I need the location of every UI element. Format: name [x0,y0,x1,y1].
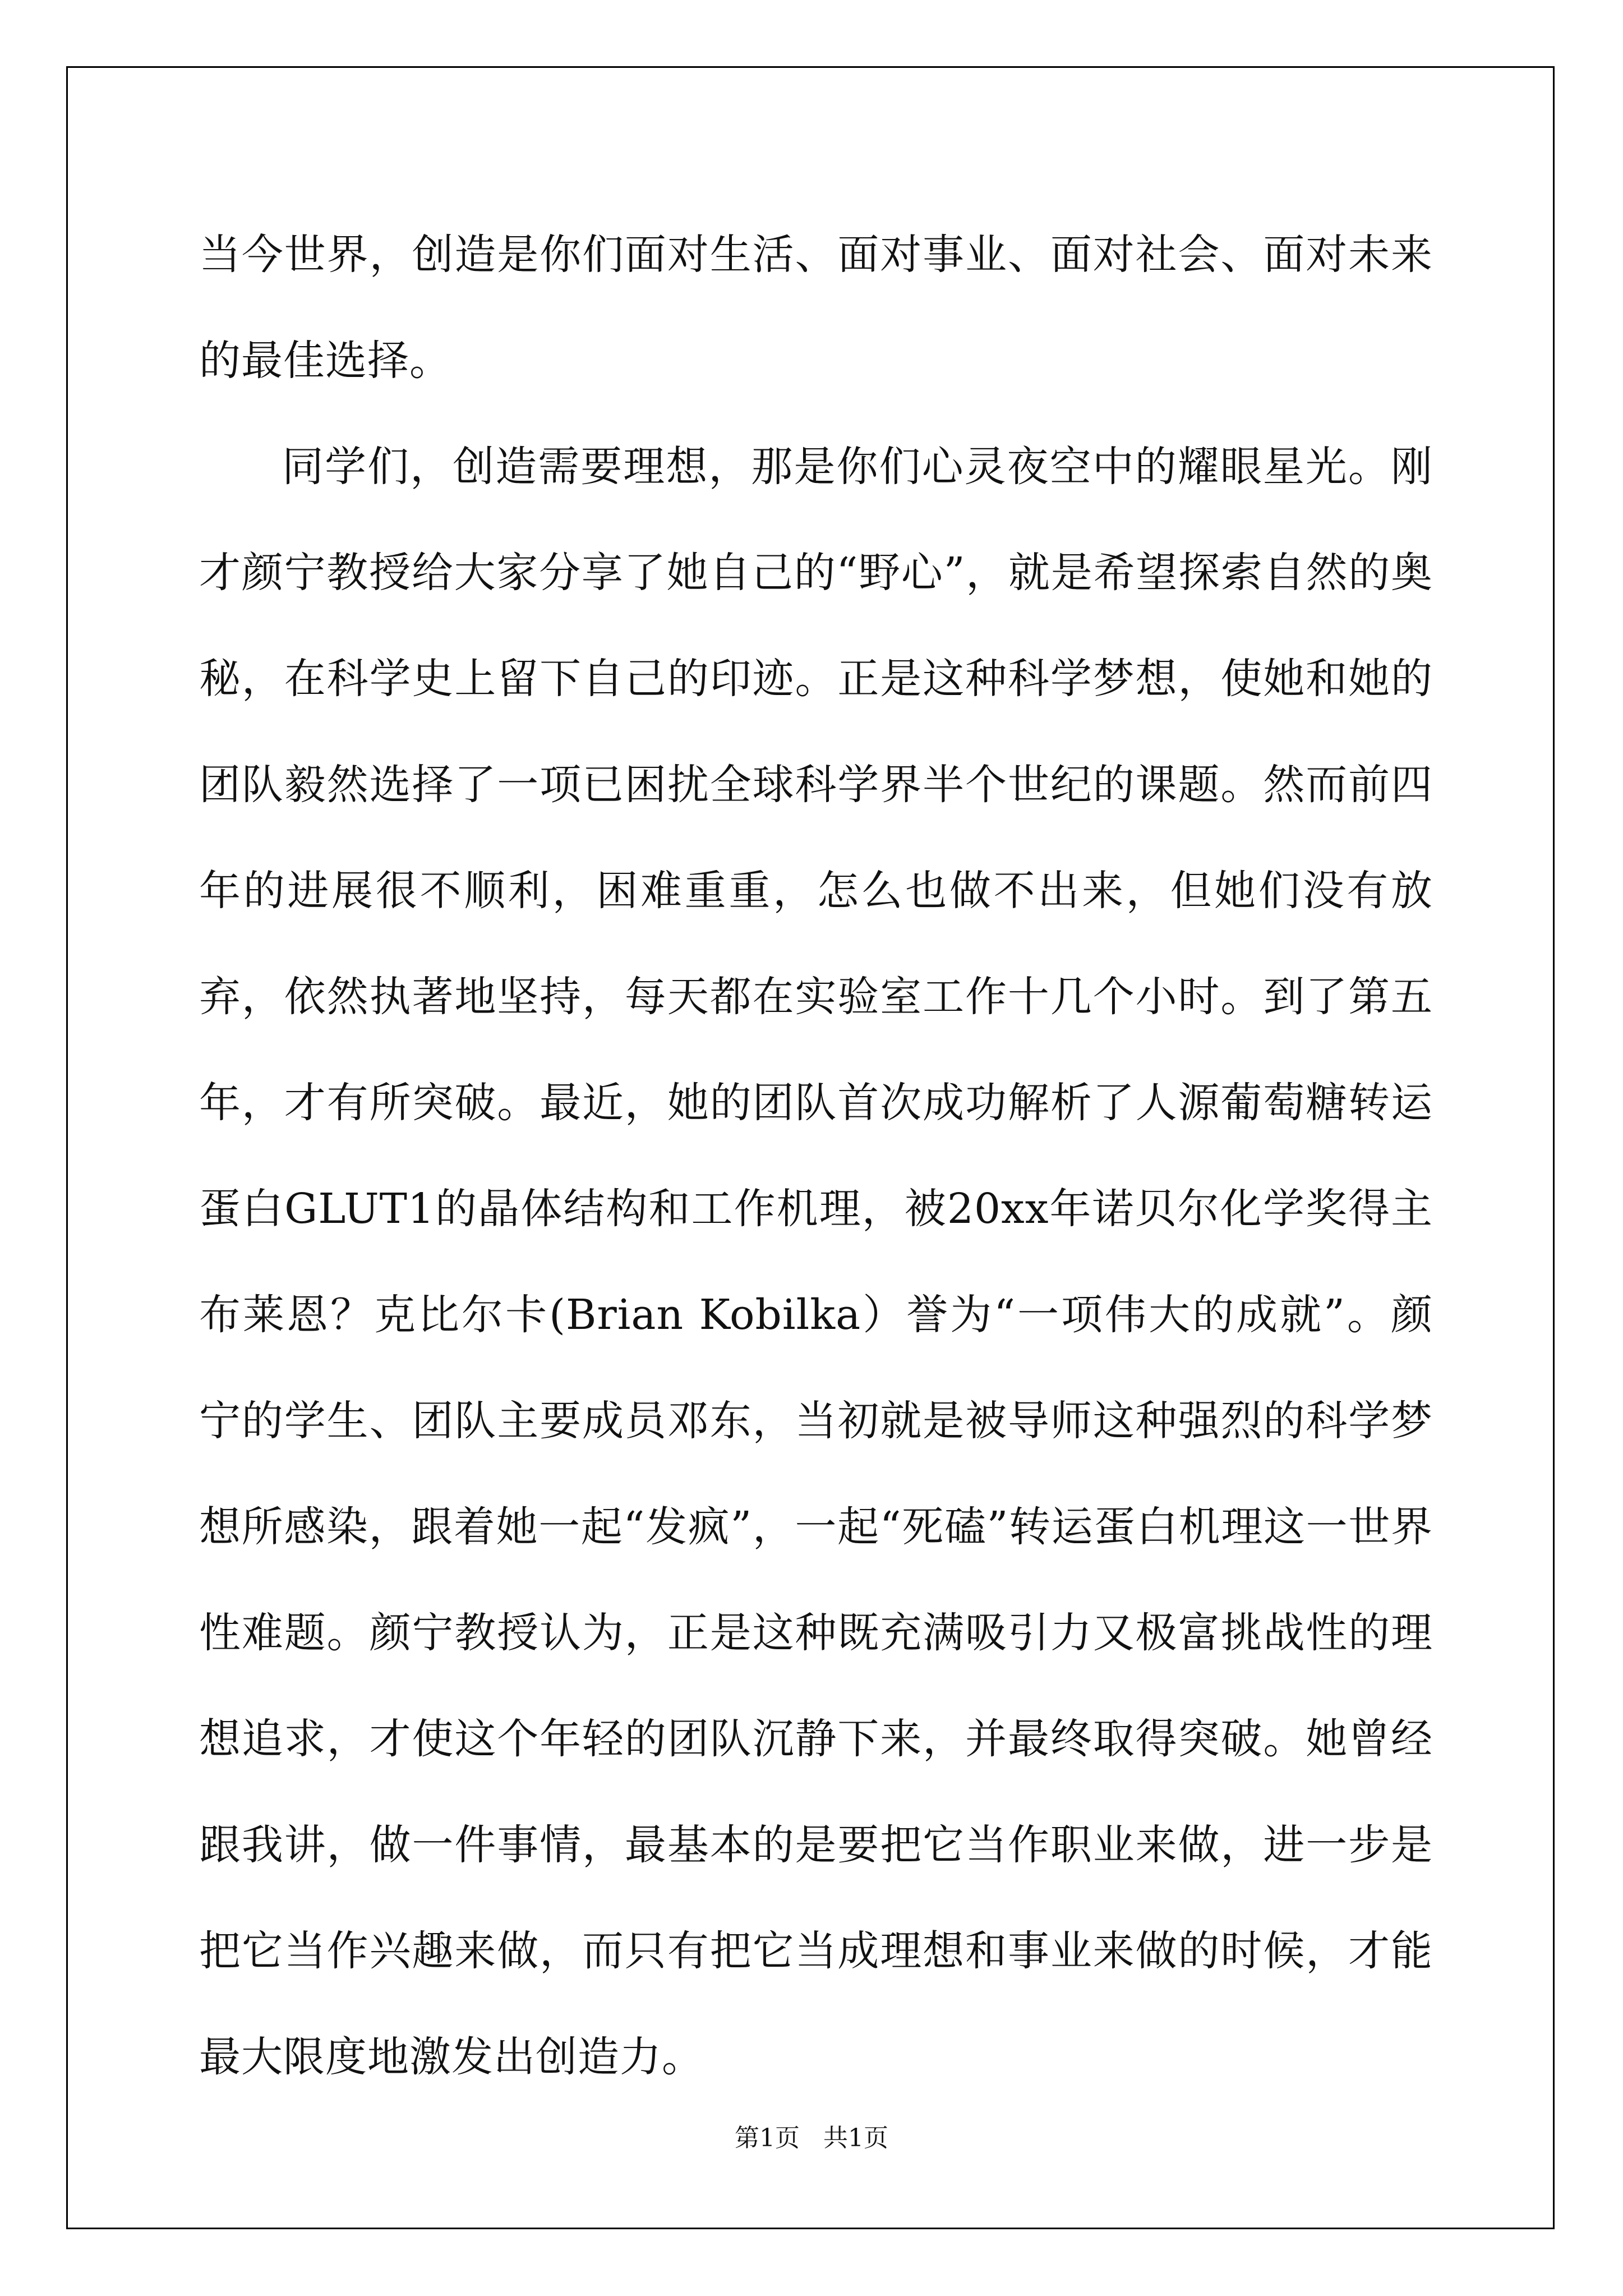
paragraph-1: 当今世界，创造是你们面对生活、面对事业、面对社会、面对未来的最佳选择。 [199,231,1433,385]
paragraph-2: 同学们，创造需要理想，那是你们心灵夜空中的耀眼星光。刚才颜宁教授给大家分享了她自己的“野心”，就是希望探索自然的奥秘，在科学史上留下自己的印迹。正是这种科学梦想，使她和她的团队毅然选择了一项已困扰全球科学界半个世纪的课题。然而前四年的进展很不顺利，困难重重，怎么也做不出来，但她们没有放弃，依然执著地坚持，每天都在实验室工作十几个小时。到了第五年，才有所突破。最近，她的团队首次成功解析了人源葡萄糖转运蛋白GLUT1的晶体结构和工作机理，被20xx年诺贝尔化学奖得主布莱恩？克比尔卡(Brian Kobilka）誉为“一项伟大的成就”。颜宁的学生、团队主要成员邓东，当初就是被导师这种强烈的科学梦想所感染，跟着她一起“发疯”，一起“死磕”转运蛋白机理这一世界性难题。颜宁教授认为，正是这种既充满吸引力又极富挑战性的理想追求，才使这个年轻的团队沉静下来，并最终取得突破。她曾经跟我讲，做一件事情，最基本的是要把它当作职业来做，进一步是把它当作兴趣来做，而只有把它当成理想和事业来做的时候，才能最大限度地激发出创造力。 [199,443,1433,2081]
document-body [199,202,1433,2110]
page-number: 第1页 共1页 [735,2124,888,2152]
